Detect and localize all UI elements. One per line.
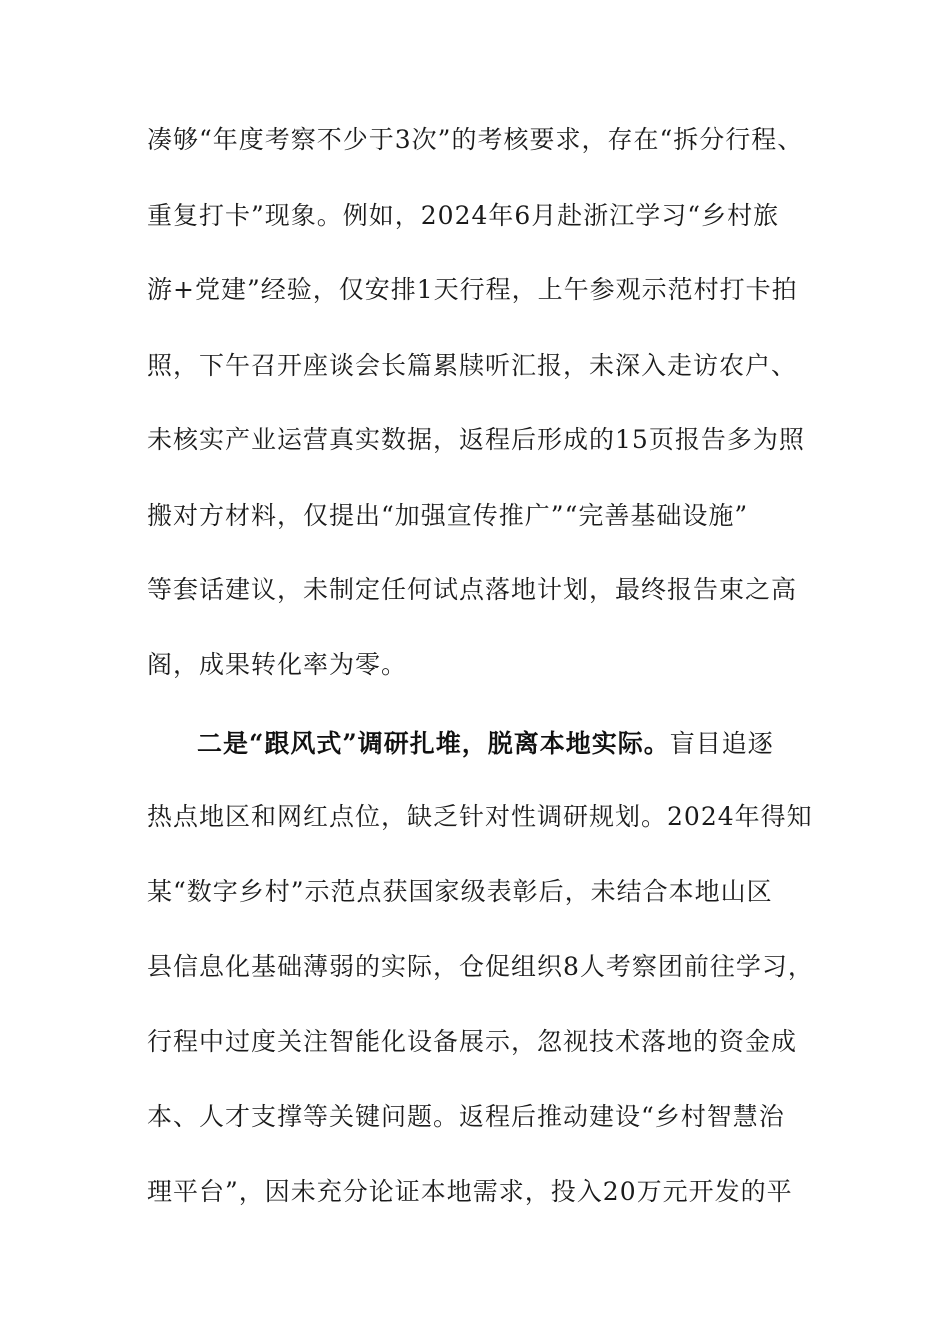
text-line: 阁，成果转化率为零。 <box>147 650 408 679</box>
text-line: 游+党建”经验，仅安排1天行程，上午参观示范村打卡拍 <box>147 275 798 304</box>
text-line: 理平台”，因未充分论证本地需求，投入20万元开发的平 <box>147 1177 793 1206</box>
text-line: 热点地区和网红点位，缺乏针对性调研规划。2024年得知 <box>147 802 813 831</box>
text-line: 未核实产业运营真实数据，返程后形成的15页报告多为照 <box>147 425 805 454</box>
text-line: 等套话建议，未制定任何试点落地计划，最终报告束之高 <box>147 575 798 604</box>
text-line: 县信息化基础薄弱的实际，仓促组织8人考察团前往学习， <box>147 952 814 981</box>
text-line: 某“数字乡村”示范点获国家级表彰后，未结合本地山区 <box>147 877 773 906</box>
text-line: 搬对方材料，仅提出“加强宣传推广”“完善基础设施” <box>147 501 749 530</box>
text-line: 凑够“年度考察不少于3次”的考核要求，存在“拆分行程、 <box>147 125 804 154</box>
text-run: 盲目追逐 <box>669 729 774 758</box>
paragraph-first-line <box>197 728 774 760</box>
text-line: 本、人才支撑等关键问题。返程后推动建设“乡村智慧治 <box>147 1102 785 1131</box>
text-line: 重复打卡”现象。例如，2024年6月赴浙江学习“乡村旅 <box>147 201 780 230</box>
paragraph-heading: 二是“跟风式”调研扎堆，脱离本地实际。 <box>197 729 670 758</box>
text-line: 行程中过度关注智能化设备展示，忽视技术落地的资金成 <box>147 1027 798 1056</box>
text-line: 照，下午召开座谈会长篇累牍听汇报，未深入走访农户、 <box>147 351 798 380</box>
